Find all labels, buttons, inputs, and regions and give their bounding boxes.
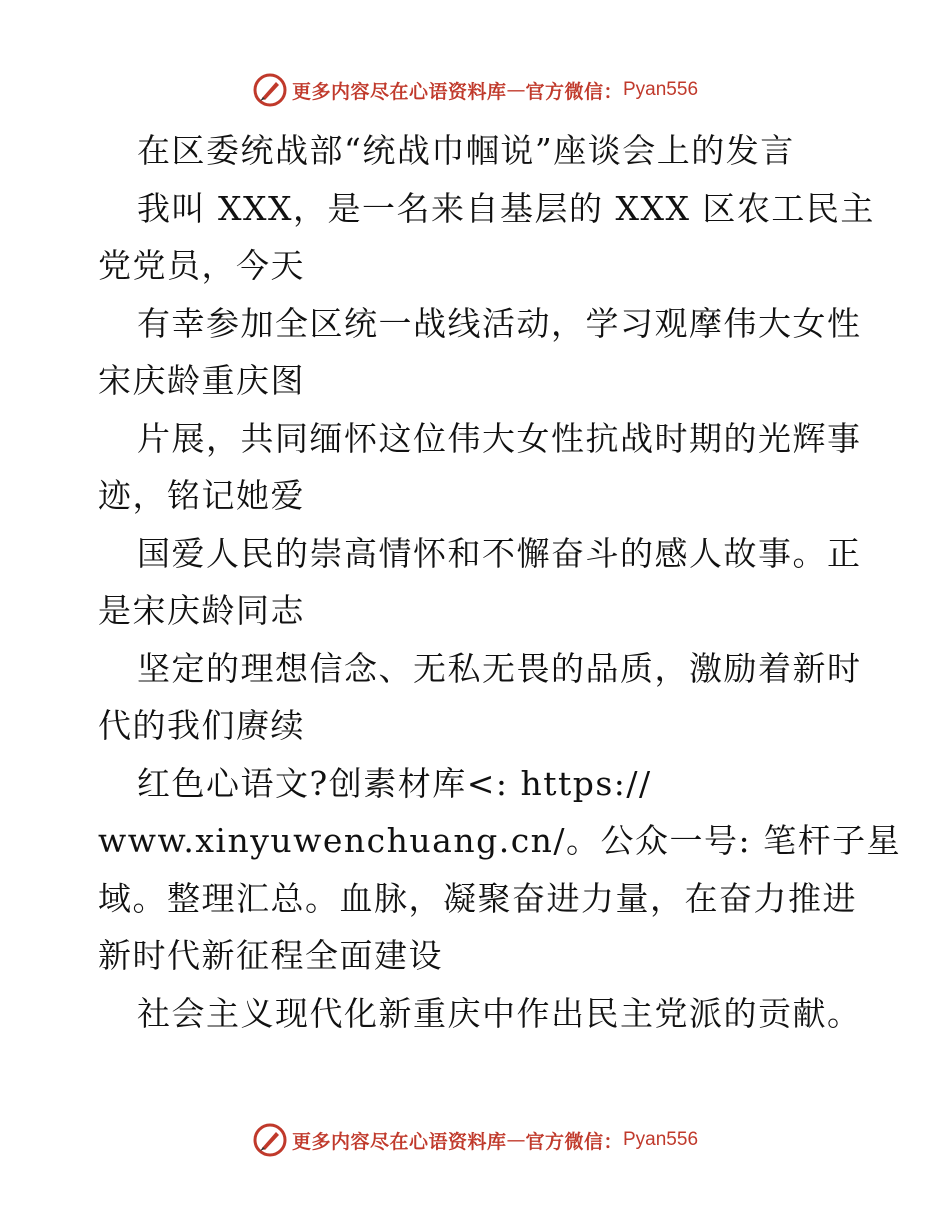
text-line: 宋庆龄重庆图 (98, 361, 305, 400)
text-line: 有幸参加全区统一战线活动，学习观摩伟大女性 (137, 303, 862, 343)
quill-pen-logo-icon (252, 1122, 288, 1158)
banner-wechat-id: Pyan556 (623, 79, 699, 100)
text-line: 国爱人民的崇高情怀和不懈奋斗的感人故事。正 (137, 533, 862, 573)
text-line: 在区委统战部“统战巾帼说”座谈会上的发言 (137, 131, 795, 170)
text-line: 是宋庆龄同志 (98, 591, 305, 630)
document-body (98, 122, 902, 1042)
text-line: 新时代新征程全面建设 (98, 936, 443, 975)
text-line: 域。整理汇总。血脉，凝聚奋进力量，在奋力推进 (98, 878, 857, 918)
banner-separator: — (506, 1129, 526, 1151)
text-line: 片展，共同缅怀这位伟大女性抗战时期的光辉事 (137, 418, 862, 458)
text-line: www.xinyuwenchuang.cn/。公众一号: 笔杆子星 (98, 821, 902, 860)
text-line: 代的我们赓续 (98, 706, 305, 745)
banner-separator: — (506, 79, 526, 101)
banner-official: 官方微信： (525, 1130, 623, 1153)
text-line: 党党员，今天 (98, 246, 305, 285)
text-line: 我叫 XXX，是一名来自基层的 XXX 区农工民主 (137, 188, 875, 228)
header-banner (0, 70, 950, 110)
text-line: 社会主义现代化新重庆中作出民主党派的贡献。 (137, 993, 862, 1033)
banner-text: 更多内容尽在心语资料库 (291, 80, 507, 103)
quill-pen-logo-icon (252, 72, 288, 108)
text-line: 迹，铭记她爱 (98, 476, 305, 515)
footer-banner (0, 1120, 950, 1160)
text-line: 坚定的理想信念、无私无畏的品质，激励着新时 (137, 648, 862, 688)
banner-text: 更多内容尽在心语资料库 (291, 1130, 507, 1153)
banner-wechat-id: Pyan556 (623, 1129, 699, 1150)
banner-official: 官方微信： (525, 80, 623, 103)
text-line: 红色心语文?创素材库<: https:// (137, 763, 652, 803)
